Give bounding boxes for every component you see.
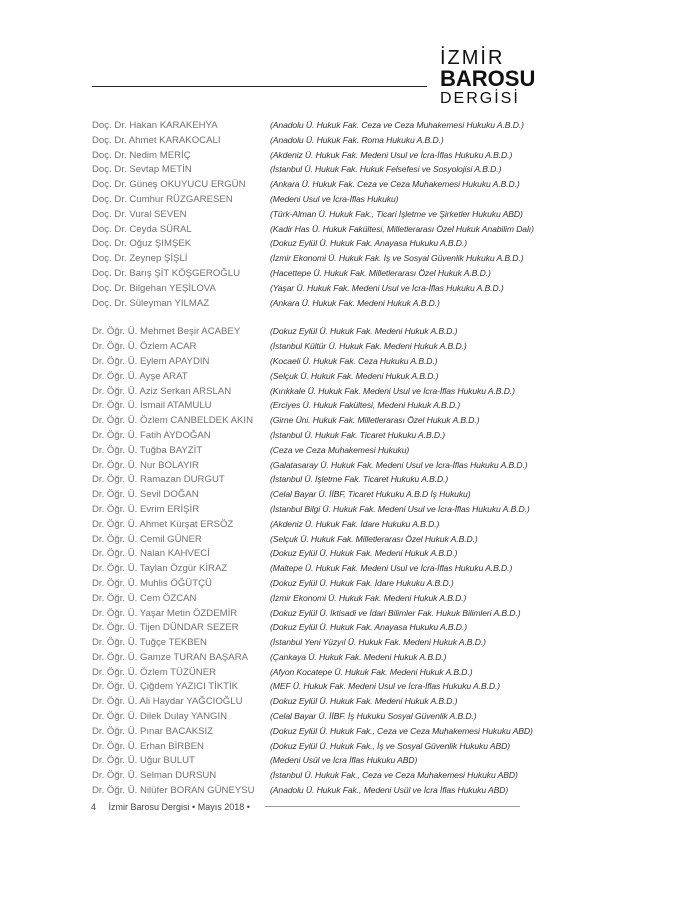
reviewer-row bbox=[92, 726, 532, 741]
reviewer-affiliation: (İzmir Ekonomi Ü. Hukuk Fak. Medeni Hukuk A.B.D.) bbox=[270, 592, 467, 603]
reviewer-row bbox=[92, 400, 532, 415]
reviewer-affiliation: (MEF Ü. Hukuk Fak. Medeni Usul ve İcra-İflas Hukuku A.B.D.) bbox=[270, 681, 501, 692]
reviewer-name: Doç. Dr. Nedim MERİÇ bbox=[92, 149, 191, 161]
reviewer-affiliation: (Kocaeli Ü. Hukuk Fak. Ceza Hukuku A.B.D.) bbox=[270, 355, 438, 366]
reviewer-affiliation: (İstanbul Yeni Yüzyıl Ü. Hukuk Fak. Medeni Hukuk A.B.D.) bbox=[270, 637, 486, 648]
reviewer-row bbox=[92, 711, 532, 726]
reviewer-affiliation: (İstanbul Ü. Hukuk Fak., Ceza ve Ceza Muhakemesi Hukuku ABD) bbox=[270, 770, 518, 781]
reviewer-row bbox=[92, 415, 532, 430]
reviewer-row bbox=[92, 563, 532, 578]
reviewer-row bbox=[92, 578, 532, 593]
reviewer-name: Dr. Öğr. Ü. Ayşe ARAT bbox=[92, 370, 188, 382]
reviewer-row bbox=[92, 283, 532, 298]
reviewer-affiliation: (Dokuz Eylül Ü. Hukuk Fak. Anayasa Hukuku A.B.D.) bbox=[270, 238, 467, 249]
reviewer-affiliation: (Selçuk Ü. Hukuk Fak. Medeni Hukuk A.B.D.) bbox=[270, 370, 439, 381]
reviewer-affiliation: (Akdeniz Ü. Hukuk Fak. İdare Hukuku A.B.D.) bbox=[270, 518, 440, 529]
header-rule bbox=[92, 86, 427, 87]
reviewer-affiliation: (Erciyes Ü. Hukuk Fakültesi, Medeni Hukuk A.B.D.) bbox=[270, 400, 461, 411]
reviewer-affiliation: (Medeni Usül ve İcra İflas Hukuku ABD) bbox=[270, 755, 418, 766]
reviewer-row bbox=[92, 298, 532, 313]
reviewer-name: Dr. Öğr. Ü. Nalan KAHVECİ bbox=[92, 548, 210, 560]
reviewer-affiliation: (İstanbul Bilgi Ü. Hukuk Fak. Medeni Usul ve İcra-İflas Hukuku A.B.D.) bbox=[270, 503, 530, 514]
reviewer-name: Dr. Öğr. Ü. İsmail ATAMULU bbox=[92, 400, 212, 412]
reviewer-name: Doç. Dr. Ceyda SÜRAL bbox=[92, 223, 192, 235]
reviewer-affiliation: (Yaşar Ü. Hukuk Fak. Medeni Usul ve İcra-İflas Hukuku A.B.D.) bbox=[270, 282, 504, 293]
reviewer-affiliation: (Hacettepe Ü. Hukuk Fak. Milletlerarası Özel Hukuk A.B.D.) bbox=[270, 267, 491, 278]
reviewer-affiliation: (Dokuz Eylül Ü. Hukuk Fak., İş ve Sosyal Güvenlik Hukuku ABD) bbox=[270, 740, 511, 751]
reviewer-row bbox=[92, 194, 532, 209]
reviewer-row bbox=[92, 622, 532, 637]
reviewer-affiliation: (Dokuz Eylül Ü. Hukuk Fak. Medeni Hukuk A.B.D.) bbox=[270, 696, 458, 707]
reviewer-row bbox=[92, 755, 532, 770]
reviewer-affiliation: (Anadolu Ü. Hukuk Fak., Medeni Usül ve İcra İflas Hukuku ABD) bbox=[270, 785, 509, 796]
reviewer-name: Doç. Dr. Sevtap METİN bbox=[92, 164, 192, 176]
reviewer-row bbox=[92, 341, 532, 356]
reviewer-name: Dr. Öğr. Ü. Cem ÖZCAN bbox=[92, 592, 197, 604]
reviewer-affiliation: (Galatasaray Ü. Hukuk Fak. Medeni Usul ve İcra-İflas Hukuku A.B.D.) bbox=[270, 459, 528, 470]
reviewer-row bbox=[92, 652, 532, 667]
reviewer-row bbox=[92, 430, 532, 445]
reviewer-name: Doç. Dr. Güneş OKUYUCU ERGÜN bbox=[92, 179, 246, 191]
reviewer-name: Dr. Öğr. Ü. Aziz Serkan ARSLAN bbox=[92, 385, 232, 397]
reviewer-row bbox=[92, 460, 532, 475]
footer-rule bbox=[265, 806, 520, 807]
reviewer-row bbox=[92, 179, 532, 194]
reviewer-name: Dr. Öğr. Ü. Pınar BACAKSIZ bbox=[92, 725, 214, 737]
reviewer-name: Doç. Dr. Ahmet KARAKOCALI bbox=[92, 134, 221, 146]
reviewer-row bbox=[92, 209, 532, 224]
reviewer-affiliation: (İstanbul Ü. Hukuk Fak. Ticaret Hukuku A.B.D.) bbox=[270, 429, 446, 440]
reviewer-row bbox=[92, 371, 532, 386]
reviewer-list bbox=[92, 120, 532, 800]
reviewer-name: Dr. Öğr. Ü. Yaşar Metin ÖZDEMİR bbox=[92, 607, 238, 619]
reviewer-row bbox=[92, 681, 532, 696]
reviewer-affiliation: (Afyon Kocatepe Ü. Hukuk Fak. Medeni Hukuk A.B.D.) bbox=[270, 666, 473, 677]
reviewer-name: Dr. Öğr. Ü. Özlem TÜZÜNER bbox=[92, 666, 217, 678]
reviewer-affiliation: (Dokuz Eylül Ü. Hukuk Fak. Medeni Hukuk A.B.D.) bbox=[270, 548, 458, 559]
reviewer-affiliation: (İstanbul Kültür Ü. Hukuk Fak. Medeni Hukuk A.B.D.) bbox=[270, 341, 467, 352]
reviewer-affiliation: (Anadolu Ü. Hukuk Fak. Ceza ve Ceza Muhakemesi Hukuku A.B.D.) bbox=[270, 120, 524, 130]
reviewer-affiliation: (Dokuz Eylül Ü. Hukuk Fak. Anayasa Hukuku A.B.D.) bbox=[270, 622, 467, 633]
reviewer-row bbox=[92, 238, 532, 253]
reviewer-name: Dr. Öğr. Ü. Taylan Özgür KİRAZ bbox=[92, 563, 228, 575]
reviewer-row bbox=[92, 785, 532, 800]
logo-line-1: İZMİR bbox=[440, 47, 505, 69]
reviewer-row bbox=[92, 224, 532, 239]
reviewer-affiliation: (Celal Bayar Ü. İİBF, Ticaret Hukuku A.B.D İş Hukuku) bbox=[270, 489, 471, 500]
reviewer-name: Dr. Öğr. Ü. Fatih AYDOĞAN bbox=[92, 429, 211, 441]
reviewer-row bbox=[92, 164, 532, 179]
journal-issue: İzmir Barosu Dergisi • Mayıs 2018 • bbox=[108, 802, 250, 812]
reviewer-name: Dr. Öğr. Ü. Mehmet Beşir ACABEY bbox=[92, 326, 241, 338]
reviewer-name: Doç. Dr. Vural SEVEN bbox=[92, 208, 187, 220]
reviewer-affiliation: (Ceza ve Ceza Muhakemesi Hukuku) bbox=[270, 444, 410, 455]
reviewer-name: Dr. Öğr. Ü. Gamze TURAN BAŞARA bbox=[92, 651, 249, 663]
reviewer-row bbox=[92, 548, 532, 563]
reviewer-affiliation: (Türk-Alman Ü. Hukuk Fak., Ticari İşletme ve Şirketler Hukuku ABD) bbox=[270, 208, 523, 219]
reviewer-affiliation: (Kırıkkale Ü. Hukuk Fak. Medeni Usul ve İcra-İflas Hukuku A.B.D.) bbox=[270, 385, 515, 396]
reviewer-row bbox=[92, 120, 532, 135]
reviewer-row bbox=[92, 356, 532, 371]
reviewer-affiliation: (Kadir Has Ü. Hukuk Fakültesi, Milletlerarası Özel Hukuk Anabilim Dalı) bbox=[270, 223, 534, 234]
reviewer-affiliation: (Anadolu Ü. Hukuk Fak. Roma Hukuku A.B.D.) bbox=[270, 134, 444, 145]
reviewer-name: Doç. Dr. Barış ŞİT KÖŞGEROĞLU bbox=[92, 267, 241, 279]
reviewer-name: Doç. Dr. Oğuz ŞIMŞEK bbox=[92, 238, 192, 250]
reviewer-row bbox=[92, 608, 532, 623]
reviewer-row bbox=[92, 326, 532, 341]
reviewer-name: Dr. Öğr. Ü. Ramazan DURGUT bbox=[92, 474, 225, 486]
reviewer-affiliation: (İstanbul Ü. Hukuk Fak. Hukuk Felsefesi ve Sosyolojisi A.B.D.) bbox=[270, 164, 502, 175]
reviewer-affiliation: (Ankara Ü. Hukuk Fak. Medeni Hukuk A.B.D.) bbox=[270, 297, 440, 308]
reviewer-name: Dr. Öğr. Ü. Özlem ACAR bbox=[92, 341, 197, 353]
reviewer-row bbox=[92, 637, 532, 652]
reviewer-row bbox=[92, 489, 532, 504]
reviewer-name: Dr. Öğr. Ü. Nilüfer BORAN GÜNEYSU bbox=[92, 785, 255, 797]
reviewer-name: Doç. Dr. Zeynep ŞİŞLİ bbox=[92, 253, 188, 265]
reviewer-name: Dr. Öğr. Ü. Eylem APAYDIN bbox=[92, 355, 210, 367]
reviewer-name: Dr. Öğr. Ü. Tuğçe TEKBEN bbox=[92, 637, 207, 649]
reviewer-name: Dr. Öğr. Ü. Sevil DOĞAN bbox=[92, 489, 199, 501]
reviewer-row bbox=[92, 253, 532, 268]
reviewer-affiliation: (Dokuz Eylül Ü. İktisadi ve İdari Bilimler Fak. Hukuk Bilimleri A.B.D.) bbox=[270, 607, 521, 618]
reviewer-name: Dr. Öğr. Ü. Nur BOLAYIR bbox=[92, 459, 199, 471]
reviewer-row bbox=[92, 135, 532, 150]
reviewer-affiliation: (Akdeniz Ü. Hukuk Fak. Medeni Usul ve İcra-İflas Hukuku A.B.D.) bbox=[270, 149, 513, 160]
reviewer-row bbox=[92, 474, 532, 489]
reviewer-row bbox=[92, 534, 532, 549]
reviewer-affiliation: (Dokuz Eylül Ü. Hukuk Fak., Ceza ve Ceza Muhakemesi Hukuku ABD) bbox=[270, 725, 533, 736]
reviewer-row bbox=[92, 696, 532, 711]
reviewer-row bbox=[92, 504, 532, 519]
reviewer-name: Dr. Öğr. Ü. Özlem CANBELDEK AKIN bbox=[92, 415, 254, 427]
reviewer-name: Dr. Öğr. Ü. Dilek Dulay YANGIN bbox=[92, 711, 228, 723]
reviewer-name: Dr. Öğr. Ü. Tijen DÜNDAR SEZER bbox=[92, 622, 239, 634]
reviewer-name: Dr. Öğr. Ü. Cemil GÜNER bbox=[92, 533, 202, 545]
reviewer-row bbox=[92, 741, 532, 756]
logo-line-3: DERGİSİ bbox=[440, 90, 520, 107]
reviewer-name: Dr. Öğr. Ü. Erhan BİRBEN bbox=[92, 740, 204, 752]
reviewer-name: Dr. Öğr. Ü. Uğur BULUT bbox=[92, 755, 195, 767]
reviewer-name: Doç. Dr. Cumhur RÜZGARESEN bbox=[92, 193, 233, 205]
reviewer-affiliation: (Dokuz Eylül Ü. Hukuk Fak. Medeni Hukuk A.B.D.) bbox=[270, 326, 458, 337]
reviewer-row bbox=[92, 445, 532, 460]
reviewer-row bbox=[92, 386, 532, 401]
reviewer-name: Doç. Dr. Hakan KARAKEHYA bbox=[92, 120, 218, 131]
reviewer-row bbox=[92, 150, 532, 165]
reviewer-name: Dr. Öğr. Ü. Ahmet Kürşat ERSÖZ bbox=[92, 518, 234, 530]
reviewer-affiliation: (Dokuz Eylül Ü. Hukuk Fak. İdare Hukuku A.B.D.) bbox=[270, 577, 454, 588]
reviewer-row bbox=[92, 770, 532, 785]
reviewer-affiliation: (Selçuk Ü. Hukuk Fak. Milletlerarası Özel Hukuk A.B.D.) bbox=[270, 533, 478, 544]
reviewer-name: Dr. Öğr. Ü. Tuğba BAYZİT bbox=[92, 444, 203, 456]
page-number: 4 bbox=[91, 802, 97, 812]
reviewer-row bbox=[92, 268, 532, 283]
reviewer-affiliation: (Ankara Ü. Hukuk Fak. Ceza ve Ceza Muhakemesi Hukuku A.B.D.) bbox=[270, 179, 520, 190]
page-footer bbox=[91, 802, 250, 812]
reviewer-name: Dr. Öğr. Ü. Evrim ERİŞİR bbox=[92, 503, 200, 515]
reviewer-name: Doç. Dr. Bilgehan YEŞİLOVA bbox=[92, 282, 216, 294]
reviewer-affiliation: (Girne Üni. Hukuk Fak. Milletlerarası Özel Hukuk A.B.D.) bbox=[270, 415, 480, 426]
reviewer-affiliation: (Celal Bayar Ü. İİBF. İş Hukuku Sosyal Güvenlik A.B.D.) bbox=[270, 711, 477, 722]
reviewer-affiliation: (İstanbul Ü. İşletme Fak. Ticaret Hukuku A.B.D.) bbox=[270, 474, 449, 485]
reviewer-name: Dr. Öğr. Ü. Muhlis ÖĞÜTÇÜ bbox=[92, 577, 212, 589]
reviewer-name: Dr. Öğr. Ü. Selman DURSUN bbox=[92, 770, 217, 782]
reviewer-name: Doç. Dr. Süleyman YILMAZ bbox=[92, 297, 210, 309]
reviewer-affiliation: (Medeni Usul ve İcra-İflas Hukuku) bbox=[270, 193, 399, 204]
logo-line-2: BAROSU bbox=[440, 66, 536, 91]
izmir-barosu-logo bbox=[440, 47, 536, 107]
reviewer-name: Dr. Öğr. Ü. Ali Haydar YAĞCIOĞLU bbox=[92, 696, 243, 708]
group-spacer bbox=[92, 312, 532, 326]
reviewer-row bbox=[92, 593, 532, 608]
reviewer-row bbox=[92, 519, 532, 534]
reviewer-name: Dr. Öğr. Ü. Çiğdem YAZICI TİKTİK bbox=[92, 681, 239, 693]
reviewer-affiliation: (Çankaya Ü. Hukuk Fak. Medeni Hukuk A.B.D.) bbox=[270, 651, 447, 662]
reviewer-affiliation: (İzmir Ekonomi Ü. Hukuk Fak. İş ve Sosyal Güvenlik Hukuku A.B.D.) bbox=[270, 253, 524, 264]
reviewer-affiliation: (Maltepe Ü. Hukuk Fak. Medeni Usul ve İcra-İflas Hukuku A.B.D.) bbox=[270, 563, 513, 574]
reviewer-row bbox=[92, 667, 532, 682]
